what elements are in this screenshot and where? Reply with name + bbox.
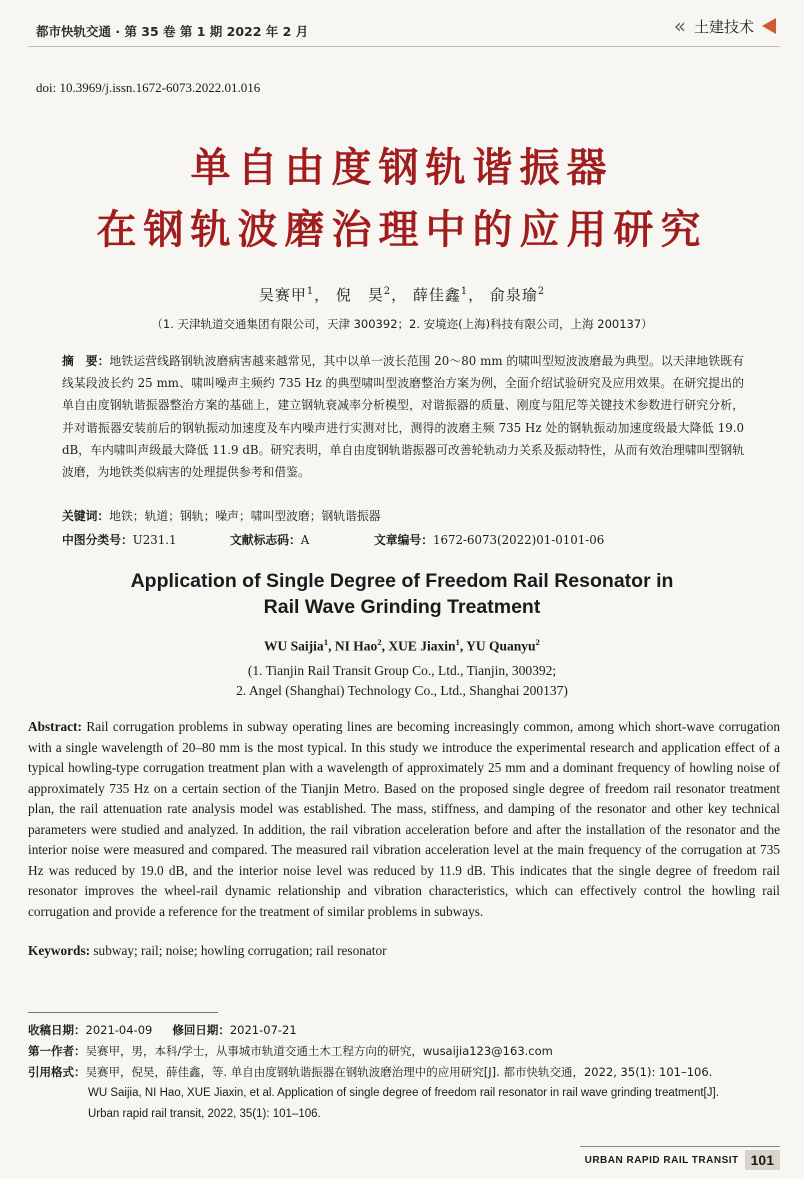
en-keywords xyxy=(28,943,387,959)
cn-author-name: 俞泉瑜 xyxy=(489,286,538,304)
triangle-left-icon xyxy=(762,18,776,34)
section-tag xyxy=(674,14,776,38)
doc-code-value: A xyxy=(300,533,310,547)
cn-abstract-text: 地铁运营线路钢轨波磨病害越来越常见，其中以单一波长范围 20～80 mm 的啸叫型短波波磨最为典型。以天津地铁既有线某段波长约 25 mm、啸叫噪声主频约 735 Hz 的典型啸叫型波磨整治方案为例，全面介绍试验研究及应用效果。在研究提出的单自由度钢轨谐振器整治方案的基础上，建立钢轨衰减率分析模型，对谐振器的质量、刚度与阻尼等关键技术参数进行研究分析，并对谐振器安装前后的钢轨振动加速度及车内噪声进行实测对比，测得的波磨主频 735 Hz 处的钢轨振动加速度级最大降低 19.0 dB，车内啸叫声级最大降低 11.9 dB。研究表明，单自由度钢轨谐振器可改善轮轨动力关系及振动特性，从而有效治理啸叫型钢轨波磨，为地铁类似病害的处理提供参考和借鉴。 xyxy=(62,354,744,480)
en-abstract-text: Rail corrugation problems in subway operating lines are becoming increasingly common, among which short-wave corrugation with a single wavelength of 20–80 mm is the most typical. In this study we introduce the experimental research and application effect of a typical howling-type corrugation treatment plan with a wavelength of approximately 25 mm and a dominant frequency of howling noise of approximately 735 Hz on a certain section of the Tianjin Metro. Based on the proposed single degree of freedom rail resonator treatment plan, the rail attenuation rate analysis model was established. The mass, stiffness, and damping of the resonator and other key technical parameters were studied and analyzed. In addition, the rail vibration acceleration before and after the installation of the resonator and the interior noise were measured and compared. The measured rail vibration acceleration level at the main frequency of the corrugation at 735 Hz was reduced by 19.0 dB, and the interior noise level was reduced by 11.9 dB. This indicates that the single degree of freedom rail resonator improves the wheel-rail dynamic relationship and vibration characteristics, which can effectively control the howling rail corrugation and provide a reference for the treatment of similar problems in subways. xyxy=(28,719,780,919)
en-title-line2: Rail Wave Grinding Treatment xyxy=(263,596,541,618)
article-no-value: 1672-6073(2022)01-0101-06 xyxy=(433,533,605,547)
doc-code-label: 文献标志码： xyxy=(230,533,301,547)
dates-row: 收稿日期：2021-04-09 修回日期：2021-07-21 xyxy=(28,1023,297,1037)
en-author-name: YU Quanyu xyxy=(466,638,536,654)
cn-authors: 吴赛甲$^1$， 倪 昊$^2$， 薛佳鑫$^1$， 俞泉瑜$^2$ xyxy=(258,286,546,304)
clc-value: U231.1 xyxy=(132,533,177,547)
en-abstract xyxy=(28,717,780,922)
footnote-divider xyxy=(28,1012,218,1013)
footer-divider xyxy=(580,1146,780,1147)
en-keywords-label: Keywords: xyxy=(28,943,91,958)
cn-author-name: 薛佳鑫 xyxy=(412,286,461,304)
cn-keywords-text: 地铁；轨道；钢轨；噪声；啸叫型波磨；钢轨谐振器 xyxy=(109,509,381,523)
en-author-name: XUE Jiaxin xyxy=(388,638,456,654)
en-authors: WU Saijia$^1$, NI Hao$^2$, XUE Jiaxin$^1$, YU Quanyu$^2$ xyxy=(264,637,540,654)
cn-title-line1: 单自由度钢轨谐振器 xyxy=(190,144,614,191)
en-author-name: WU Saijia xyxy=(264,638,324,654)
citation-en-line2: Urban rapid rail transit, 2022, 35(1): 101–106. xyxy=(88,1108,321,1120)
citation-cn: 吴赛甲，倪昊，薛佳鑫，等. 单自由度钢轨谐振器在钢轨波磨治理中的应用研究[J]. 都市快轨交通，2022, 35(1): 101–106. xyxy=(85,1065,713,1079)
en-title-line1: Application of Single Degree of Freedom Rail Resonator in xyxy=(130,570,674,592)
en-abstract-label: Abstract: xyxy=(28,719,82,734)
revised-date: 2021-07-21 xyxy=(229,1023,297,1037)
first-author-info: 吴赛甲，男，本科/学士，从事城市轨道交通土木工程方向的研究，wusaijia123@163.com xyxy=(85,1044,553,1058)
en-affiliation-line2: 2. Angel (Shanghai) Technology Co., Ltd., Shanghai 200137) xyxy=(236,683,568,698)
footnotes xyxy=(28,1020,788,1125)
journal-name-en: URBAN RAPID RAIL TRANSIT xyxy=(584,1154,739,1166)
en-affiliation-line1: (1. Tianjin Rail Transit Group Co., Ltd., Tianjin, 300392; xyxy=(247,663,557,678)
doi: doi: 10.3969/j.issn.1672-6073.2022.01.016 xyxy=(36,80,261,95)
cn-abstract-label: 摘 要： xyxy=(62,354,110,368)
double-chevron-left-icon: « xyxy=(673,14,686,38)
cn-keywords xyxy=(62,507,381,524)
page-number: 101 xyxy=(745,1150,780,1170)
header-divider xyxy=(28,46,780,47)
citation-row: 引用格式：吴赛甲，倪昊，薛佳鑫，等. 单自由度钢轨谐振器在钢轨波磨治理中的应用研究[J]. 都市快轨交通，2022, 35(1): 101–106. xyxy=(28,1065,713,1079)
received-date: 2021-04-09 xyxy=(85,1023,153,1037)
en-keywords-text: subway; rail; noise; howling corrugation; rail resonator xyxy=(93,943,387,958)
cn-title-line2: 在钢轨波磨治理中的应用研究 xyxy=(96,206,708,253)
journal-issue-header: 都市快轨交通 · 第 35 卷 第 1 期 2022 年 2 月 xyxy=(36,24,309,39)
en-affiliation xyxy=(0,661,804,701)
article-no-label: 文章编号： xyxy=(374,533,433,547)
citation-en-line1: WU Saijia, NI Hao, XUE Jiaxin, et al. Application of single degree of freedom rail resonator in rail wave grinding treatment[J]. xyxy=(88,1087,719,1099)
cn-abstract xyxy=(62,350,744,483)
cn-keywords-label: 关键词： xyxy=(62,509,110,523)
clc-label: 中图分类号： xyxy=(62,533,133,547)
en-author-name: NI Hao xyxy=(334,638,378,654)
en-title xyxy=(0,568,804,620)
cn-author-name: 倪 昊 xyxy=(335,286,384,304)
first-author-row: 第一作者：吴赛甲，男，本科/学士，从事城市轨道交通土木工程方向的研究，wusaijia123@163.com xyxy=(28,1044,553,1058)
cn-author-name: 吴赛甲 xyxy=(258,286,307,304)
cn-affiliation: （1. 天津轨道交通集团有限公司，天津 300392；2. 安境迩(上海)科技有限公司，上海 200137） xyxy=(151,317,653,331)
page-footer xyxy=(585,1150,780,1170)
section-label: 土建技术 xyxy=(693,17,754,36)
